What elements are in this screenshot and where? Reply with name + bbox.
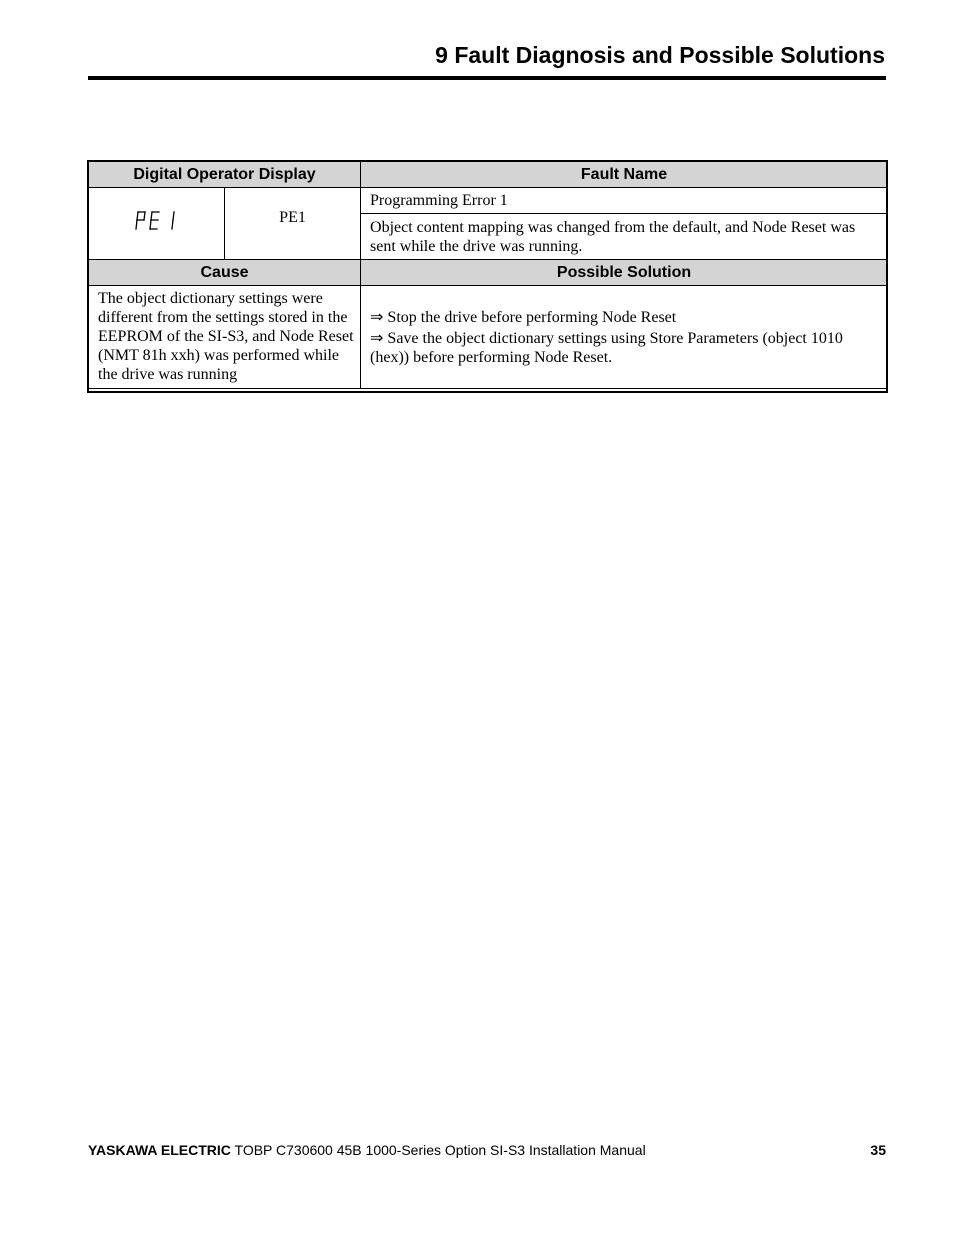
column-header-digital-operator-display: Digital Operator Display <box>89 162 361 188</box>
table-subheader-row <box>89 260 888 286</box>
fault-code: PE1 <box>279 209 306 226</box>
fault-description-cell <box>361 214 888 260</box>
page-number: 35 <box>870 1142 886 1158</box>
solution-item: ⇒ Stop the drive before performing Node Reset <box>370 309 677 326</box>
fault-name-cell <box>361 188 888 214</box>
solution-cell <box>361 286 888 389</box>
lcd-display-cell <box>89 188 225 260</box>
page-header-title: 9 Fault Diagnosis and Possible Solutions <box>435 42 885 68</box>
cause-text: The object dictionary settings were different from the settings stored in the EEPROM of the SI-S3, and Node Reset (NMT 81h xxh) was performed while the drive was running <box>98 290 354 383</box>
column-header-possible-solution: Possible Solution <box>361 260 888 286</box>
column-header-cause: Cause <box>89 260 361 286</box>
lcd-display-image <box>135 210 179 232</box>
header-rule <box>88 76 886 80</box>
column-header-fault-name: Fault Name <box>361 162 888 188</box>
page-footer <box>88 1142 886 1158</box>
fault-name: Programming Error 1 <box>370 192 508 209</box>
fault-code-cell <box>225 188 361 260</box>
table-row <box>89 188 888 214</box>
footer-manual-title: TOBP C730600 45B 1000-Series Option SI-S3 Installation Manual <box>234 1142 646 1158</box>
cause-cell <box>89 286 361 389</box>
table-header-row <box>89 162 888 188</box>
table-row <box>89 286 888 389</box>
fault-description: Object content mapping was changed from the default, and Node Reset was sent while the drive was running. <box>370 219 856 255</box>
footer-brand: YASKAWA ELECTRIC <box>88 1142 231 1158</box>
fault-table <box>88 161 888 389</box>
solution-item: ⇒ Save the object dictionary settings using Store Parameters (object 1010 (hex)) before performing Node Reset. <box>370 330 843 366</box>
